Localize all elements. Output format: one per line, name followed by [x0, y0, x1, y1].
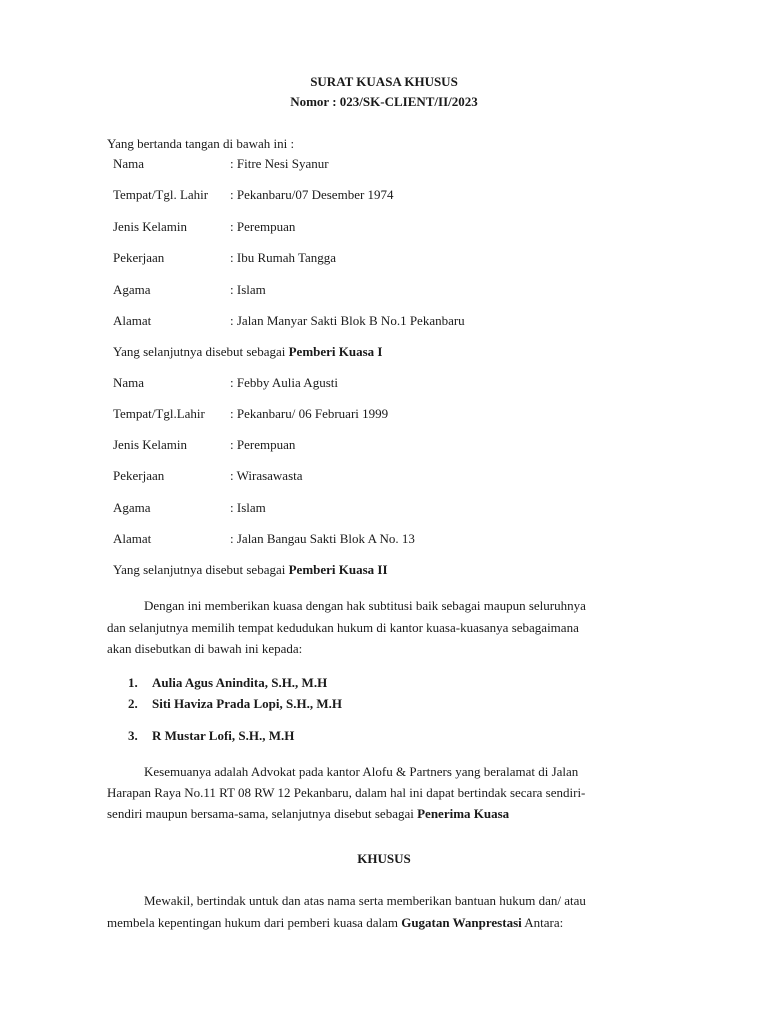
- field-value: : Perempuan: [230, 219, 296, 234]
- designation-role: Pemberi Kuasa I: [288, 344, 383, 359]
- list-number: 1.: [128, 675, 138, 690]
- justified-line: [107, 598, 649, 614]
- party2-designation: [113, 562, 388, 578]
- party1-row-occupation: [0, 250, 768, 266]
- para-text: sendiri maupun bersama-sama, selanjutnya disebut sebagai: [107, 806, 418, 821]
- field-label: Tempat/Tgl.Lahir: [113, 406, 205, 421]
- party2-row-name: [0, 375, 768, 391]
- field-value: : Wirasawasta: [230, 468, 303, 483]
- party1-row-birth: [0, 187, 768, 203]
- designation-text: Yang selanjutnya disebut sebagai: [113, 562, 289, 577]
- document-number: Nomor : 023/SK-CLIENT/II/2023: [290, 94, 478, 109]
- para2-line2: Harapan Raya No.11 RT 08 RW 12 Pekanbaru, dalam hal ini dapat bertindak secara sendiri-: [107, 785, 586, 800]
- field-label: Tempat/Tgl. Lahir: [113, 187, 209, 202]
- field-label: Jenis Kelamin: [113, 219, 188, 234]
- field-value: : Jalan Manyar Sakti Blok B No.1 Pekanbaru: [230, 313, 465, 328]
- document-title: SURAT KUASA KHUSUS: [310, 74, 458, 89]
- party1-row-religion: [0, 282, 768, 298]
- para1-line2: dan selanjutnya memilih tempat kedudukan hukum di kantor kuasa-kuasanya sebagaimana: [107, 620, 579, 635]
- para2-line3: [107, 806, 649, 822]
- intro-text: Yang bertanda tangan di bawah ini :: [107, 136, 295, 151]
- field-value: : Islam: [230, 500, 266, 515]
- party2-row-occupation: [0, 468, 768, 484]
- para-text: Antara:: [521, 915, 564, 930]
- party2-row-religion: [0, 500, 768, 516]
- party2-row-gender: [0, 437, 768, 453]
- para-bold-text: Penerima Kuasa: [417, 806, 510, 821]
- designation-text: Yang selanjutnya disebut sebagai: [113, 344, 289, 359]
- field-value: : Pekanbaru/07 Desember 1974: [230, 187, 394, 202]
- field-label: Jenis Kelamin: [113, 437, 188, 452]
- field-label: Alamat: [113, 531, 152, 546]
- attorney-name: R Mustar Lofi, S.H., M.H: [152, 728, 295, 743]
- designation-role: Pemberi Kuasa II: [288, 562, 388, 577]
- para3-line1: Mewakil, bertindak untuk dan atas nama serta memberikan bantuan hukum dan/ atau: [144, 893, 586, 908]
- field-value: : Pekanbaru/ 06 Februari 1999: [230, 406, 389, 421]
- field-value: : Fitre Nesi Syanur: [230, 156, 329, 171]
- list-number: 2.: [128, 696, 138, 711]
- para-text: Dengan ini memberikan kuasa dengan hak subtitusi baik sebagai maupun seluruhnya: [144, 598, 586, 613]
- field-value: : Perempuan: [230, 437, 296, 452]
- party1-row-name: [0, 156, 768, 172]
- field-label: Nama: [113, 156, 145, 171]
- party2-row-birth: [0, 406, 768, 422]
- field-label: Agama: [113, 500, 151, 515]
- para-bold-text: Gugatan Wanprestasi: [401, 915, 522, 930]
- list-number: 3.: [128, 728, 138, 743]
- field-label: Alamat: [113, 313, 152, 328]
- para2-line1: Kesemuanya adalah Advokat pada kantor Alofu & Partners yang beralamat di Jalan: [144, 764, 579, 779]
- para3-line2: [107, 915, 649, 931]
- para-text: membela kepentingan hukum dari pemberi kuasa dalam: [107, 915, 402, 930]
- party2-row-address: [0, 531, 768, 547]
- party1-row-gender: [0, 219, 768, 235]
- field-value: : Febby Aulia Agusti: [230, 375, 338, 390]
- para1-line3: akan disebutkan di bawah ini kepada:: [107, 641, 303, 656]
- field-label: Nama: [113, 375, 145, 390]
- attorney-name: Siti Haviza Prada Lopi, S.H., M.H: [152, 696, 342, 711]
- para1-line1: [107, 598, 649, 614]
- field-label: Pekerjaan: [113, 250, 165, 265]
- field-label: Pekerjaan: [113, 468, 165, 483]
- party1-designation: [113, 344, 383, 360]
- section-title: KHUSUS: [357, 851, 411, 866]
- attorney-name: Aulia Agus Anindita, S.H., M.H: [152, 675, 328, 690]
- field-value: : Jalan Bangau Sakti Blok A No. 13: [230, 531, 415, 546]
- field-value: : Islam: [230, 282, 266, 297]
- field-label: Agama: [113, 282, 151, 297]
- party1-row-address: [0, 313, 768, 329]
- field-value: : Ibu Rumah Tangga: [230, 250, 337, 265]
